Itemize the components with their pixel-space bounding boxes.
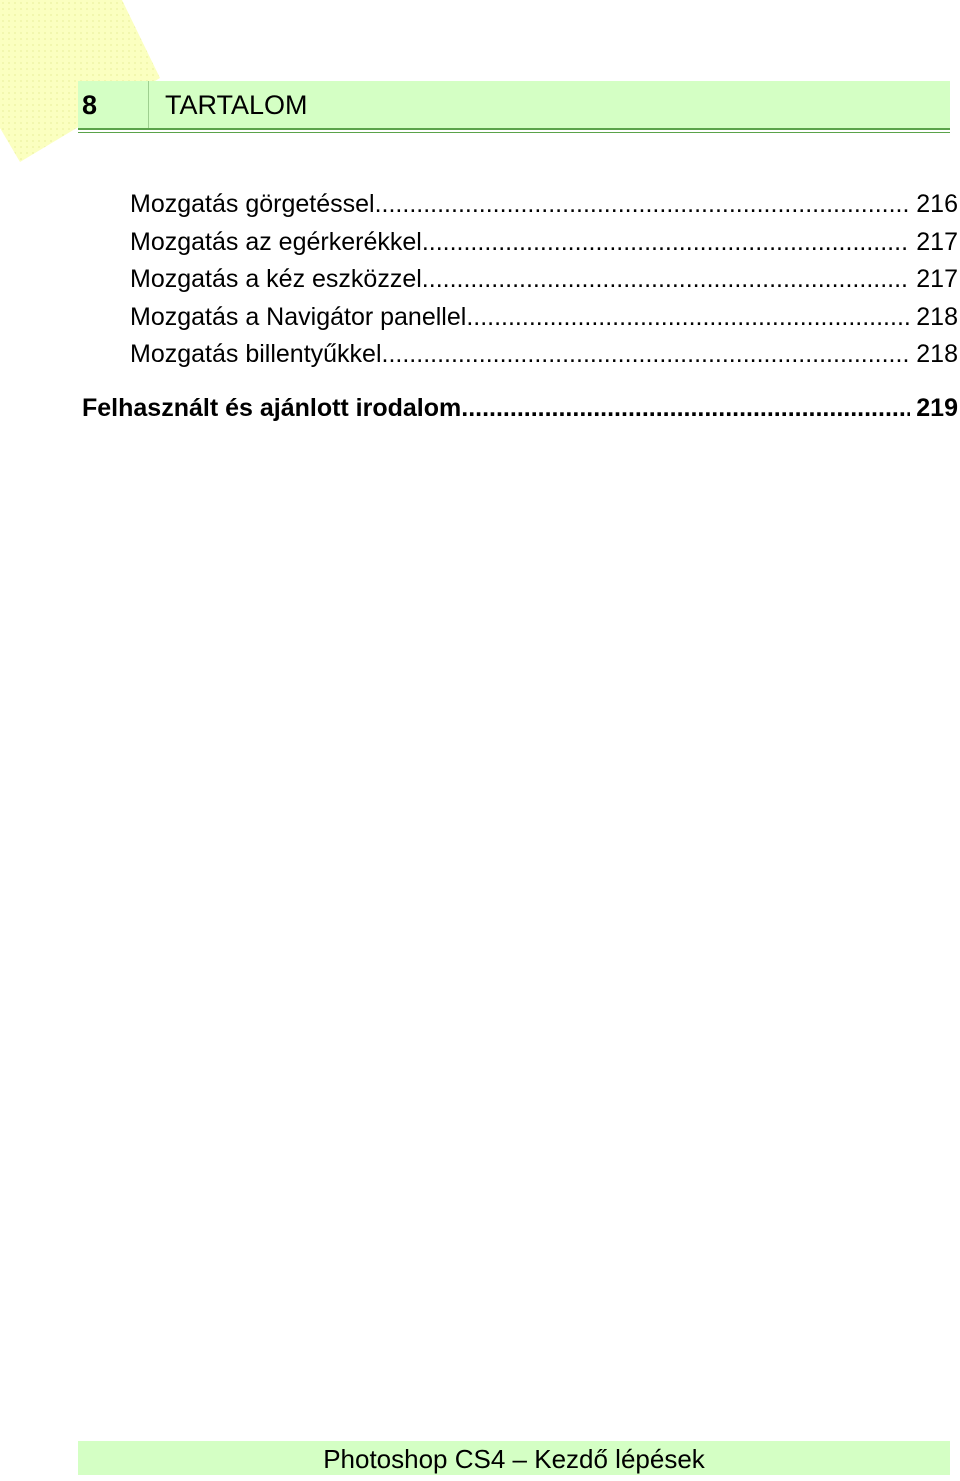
page-footer	[78, 1441, 950, 1475]
toc-entry[interactable]	[130, 299, 958, 337]
toc-entry-label: Mozgatás a Navigátor panellel	[130, 302, 467, 331]
toc-entry[interactable]	[130, 261, 958, 299]
page-title: TARTALOM	[165, 90, 308, 120]
toc-entry-page: 217	[916, 227, 958, 256]
toc-main-entry-page: 219	[916, 393, 958, 422]
toc-leader-dots	[461, 388, 910, 428]
header-rule-thin	[78, 132, 950, 133]
toc-entry-label: Mozgatás a kéz eszközzel	[130, 265, 422, 293]
toc-main-entry-label: Felhasznált és ajánlott irodalom	[82, 393, 462, 422]
header-rule-thick	[78, 128, 950, 130]
toc-main-entry[interactable]	[82, 388, 958, 428]
page-number: 8	[82, 90, 98, 120]
footer-title: Photoshop CS4 – Kezdő lépések	[323, 1444, 705, 1474]
toc-entry-page: 218	[916, 302, 958, 331]
toc-entry-label: Mozgatás az egérkerékkel	[130, 227, 422, 256]
table-of-contents	[0, 186, 960, 428]
page-header	[78, 81, 950, 129]
toc-entry-label: Mozgatás billentyűkkel	[130, 340, 382, 368]
toc-leader-dots	[375, 186, 911, 224]
toc-entry-page: 218	[916, 340, 958, 368]
toc-entry[interactable]	[130, 224, 958, 262]
toc-entry-page: 217	[916, 265, 958, 293]
toc-leader-dots	[422, 261, 910, 299]
toc-entry[interactable]	[130, 336, 958, 374]
toc-leader-dots	[466, 299, 910, 337]
toc-entry-label: Mozgatás görgetéssel	[130, 190, 375, 218]
toc-leader-dots	[422, 224, 910, 262]
header-divider	[148, 81, 149, 129]
toc-entry[interactable]	[130, 186, 958, 224]
toc-entry-page: 216	[916, 190, 958, 218]
toc-leader-dots	[382, 336, 911, 374]
